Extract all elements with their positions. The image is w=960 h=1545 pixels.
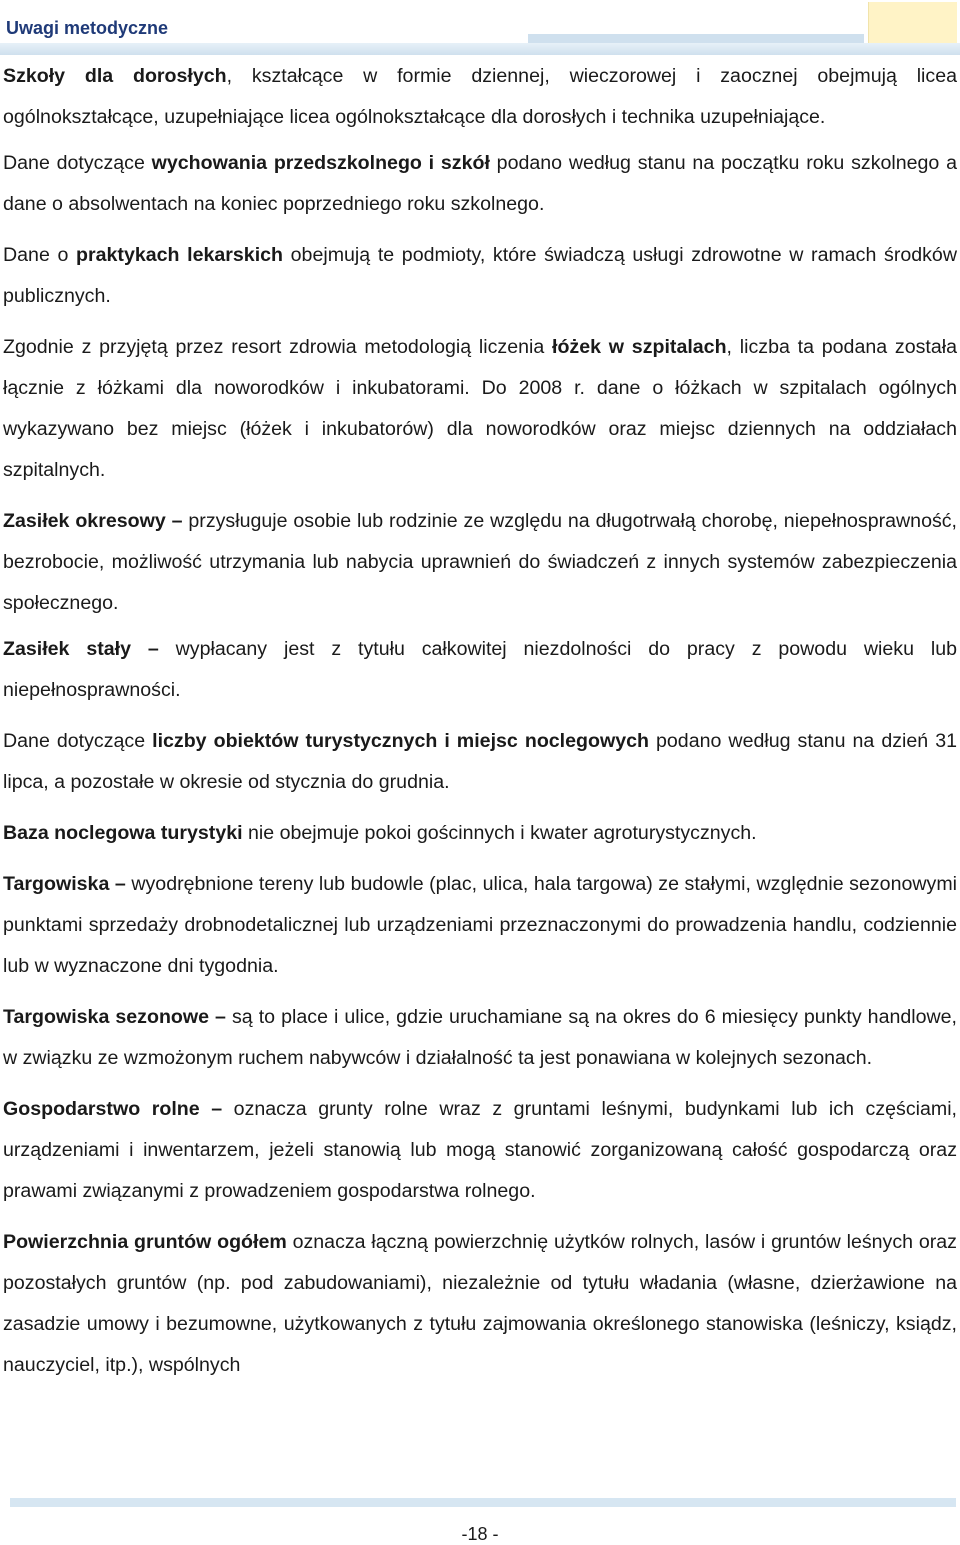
bold-term: Powierzchnia gruntów ogółem	[3, 1231, 287, 1253]
text-run: są to place i ulice, gdzie uruchamiane są na okres do 6 miesięcy punkty handlowe, w związku ze wzmożonym ruchem nabywców i działalność ta jest ponawiana w kolejnych sezonach.	[3, 1006, 957, 1069]
paragraph	[3, 864, 957, 987]
bold-term: łóżek w szpitalach	[552, 336, 727, 358]
bold-term: liczby obiektów turystycznych i miejsc noclegowych	[152, 730, 649, 752]
text-run: obejmują te podmioty, które świadczą usługi zdrowotne w ramach środków publicznych.	[3, 244, 957, 307]
text-run: przysługuje osobie lub rodzinie ze względu na długotrwałą chorobę, niepełnosprawność, bezrobocie, możliwość utrzymania lub nabycia uprawnień do świadczeń z innych systemów zabezpieczenia społecznego.	[3, 510, 957, 614]
paragraph	[3, 235, 957, 317]
text-run: Dane dotyczące	[3, 152, 152, 174]
text-run: , kształcące w formie dziennej, wieczorowej i zaocznej obejmują licea ogólnokształcące, uzupełniające licea ogólnokształcące dla dorosłych i technika uzupełniające.	[3, 65, 957, 128]
paragraph	[3, 1222, 957, 1386]
header-corner-box	[868, 2, 957, 43]
text-run: oznacza łączną powierzchnię użytków rolnych, lasów i gruntów leśnych oraz pozostałych gruntów (np. pod zabudowaniami), niezależnie od tytułu władania (własne, dzierżawione na zasadzie umowy i bezumowne, użytkowanych z tytułu zajmowania określonego stanowiska (leśniczy, ksiądz, nauczyciel, itp.), wspólnych	[3, 1231, 957, 1376]
paragraph	[3, 56, 957, 138]
text-run: wypłacany jest z tytułu całkowitej niezdolności do pracy z powodu wieku lub niepełnosprawności.	[3, 638, 957, 701]
bold-term: Zasiłek okresowy –	[3, 510, 183, 532]
text-run: podano według stanu na początku roku szkolnego a dane o absolwentach na koniec poprzedniego roku szkolnego.	[3, 152, 958, 215]
text-run: Dane o	[3, 244, 77, 266]
paragraph	[3, 327, 957, 491]
paragraph	[3, 1089, 957, 1212]
paragraph	[3, 997, 957, 1079]
paragraph	[3, 501, 957, 624]
bold-term: Targowiska –	[3, 873, 126, 895]
page-header-title: Uwagi metodyczne	[6, 18, 169, 38]
bold-term: Szkoły dla dorosłych	[3, 65, 227, 87]
text-run: wyodrębnione tereny lub budowle (plac, ulica, hala targowa) ze stałymi, względnie sezonowymi punktami sprzedaży drobnodetalicznej lub urządzeniami przeznaczonymi do prowadzenia handlu, codziennie lub w wyznaczone dni tygodnia.	[3, 873, 957, 977]
text-run: oznacza grunty rolne wraz z gruntami leśnymi, budynkami lub ich częściami, urządzeniami i inwentarzem, jeżeli stanowią lub mogą stanowić zorganizowaną całość gospodarczą oraz prawami związanymi z prowadzeniem gospodarstwa rolnego.	[3, 1098, 958, 1202]
text-run: podano według stanu na dzień 31 lipca, a pozostałe w okresie od stycznia do grudnia.	[3, 730, 957, 793]
text-run: Zgodnie z przyjętą przez resort zdrowia metodologią liczenia	[3, 336, 553, 358]
bold-term: Gospodarstwo rolne –	[3, 1098, 223, 1120]
bold-term: praktykach lekarskich	[76, 244, 284, 266]
bold-term: Zasiłek stały –	[3, 638, 159, 660]
header-band	[528, 34, 864, 43]
footer-rule	[10, 1498, 956, 1507]
paragraph	[3, 813, 957, 854]
text-run: nie obejmuje pokoi gościnnych i kwater agroturystycznych.	[242, 822, 757, 844]
bold-term: Baza noclegowa turystyki	[3, 822, 243, 844]
paragraph	[3, 629, 957, 711]
bold-term: Targowiska sezonowe –	[3, 1006, 226, 1028]
page-number: -18 -	[461, 1524, 499, 1544]
document-body	[3, 56, 957, 1391]
paragraph	[3, 721, 957, 803]
paragraph	[3, 143, 957, 225]
bold-term: wychowania przedszkolnego i szkół	[151, 152, 490, 174]
text-run: Dane dotyczące	[3, 730, 153, 752]
header-rule	[0, 43, 960, 55]
text-run: , liczba ta podana została łącznie z łóżkami dla noworodków i inkubatorami. Do 2008 r. dane o łóżkach w szpitalach ogólnych wykazywano bez miejsc (łóżek i inkubatorów) dla noworodków oraz miejsc dziennych na oddziałach szpitalnych.	[3, 336, 957, 481]
